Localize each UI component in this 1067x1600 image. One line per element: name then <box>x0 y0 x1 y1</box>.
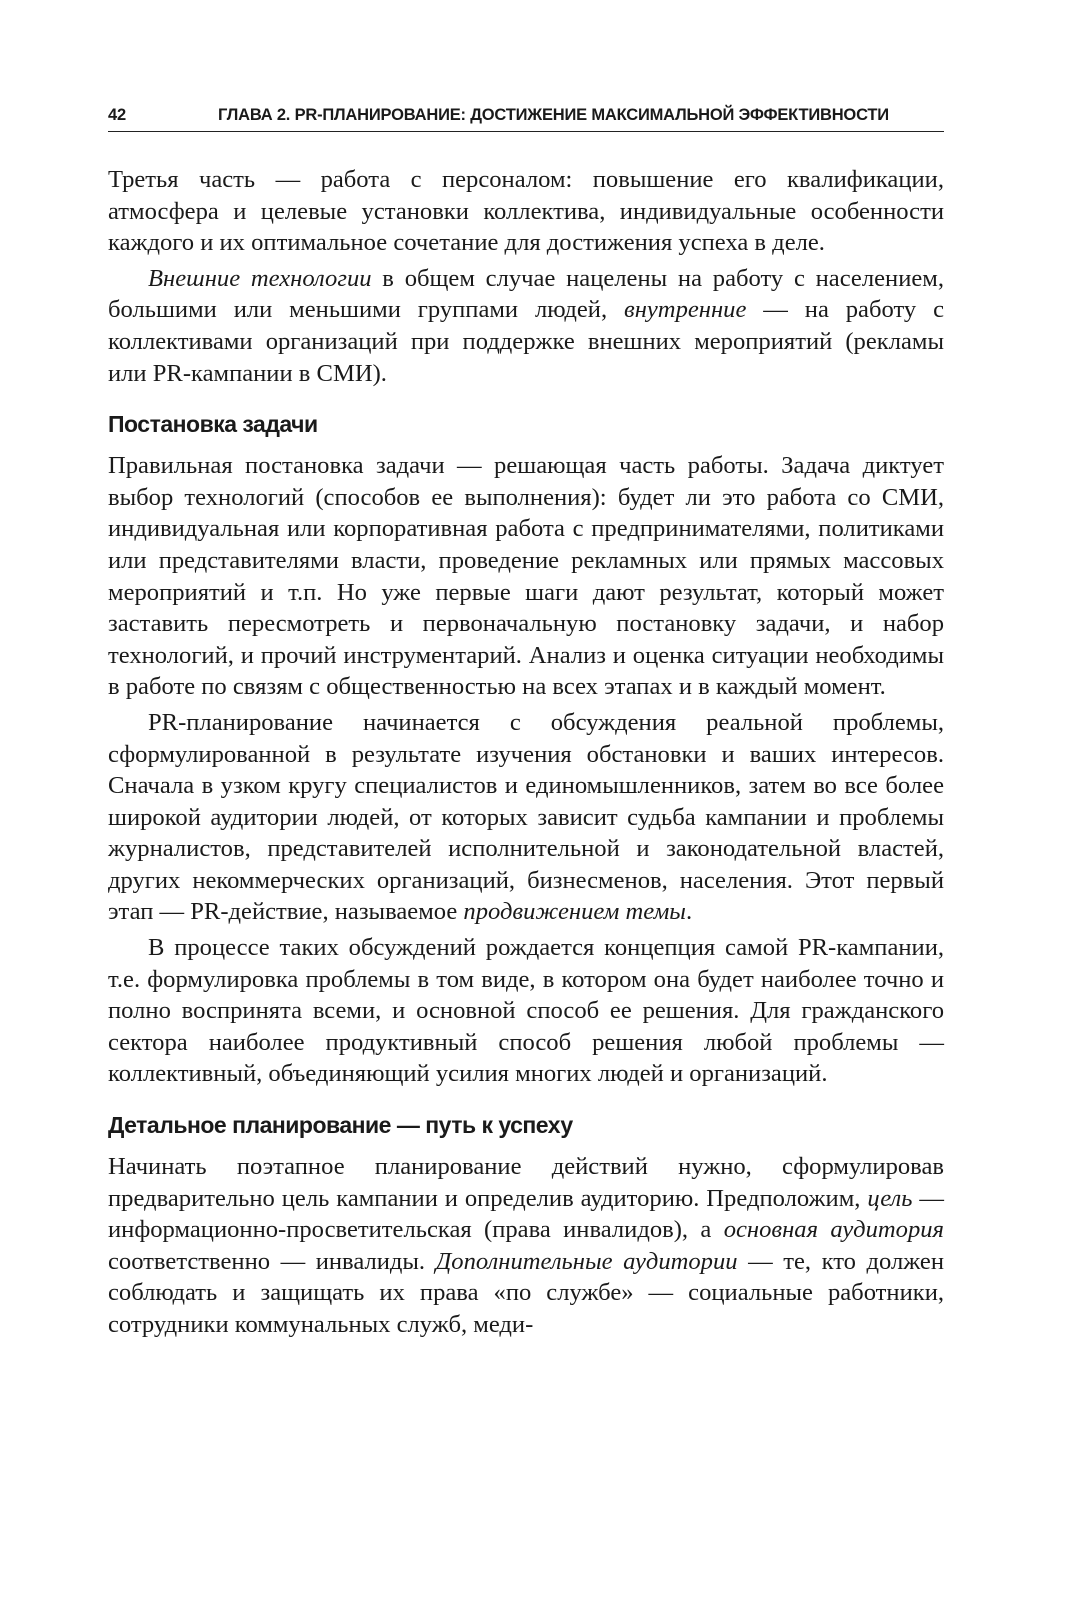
emphasis-main-audience: основная аудитория <box>723 1216 944 1244</box>
running-header <box>108 106 944 132</box>
emphasis-internal: внутренние <box>624 296 747 324</box>
paragraph-2: Внешние технологии в общем случае нацелены на работу с населением, большими или меньшими группами людей, внутренние — на работу с коллективами организаций при поддержке внешних мероприятий (рекламы или PR-кампании в СМИ). <box>108 264 944 387</box>
paragraph-1: Третья часть — работа с персоналом: повышение его квалификации, атмосфера и целевые установки коллектива, индивидуальные особенности каждого и их оптимальное сочетание для достижения успеха в деле. <box>108 166 944 257</box>
section1-paragraph-1: Правильная постановка задачи — решающая часть работы. Задача диктует выбор технологий (способов ее выполнения): будет ли это работа со СМИ, индивидуальная или корпоративная работа с предпринимателями, политиками или представителями власти, проведение рекламных или прямых массовых мероприятий и т.п. Но уже первые шаги дают результат, который может заставить пересмотреть и первоначальную постановку задачи, и набор технологий, и прочий инструментарий. Анализ и оценка ситуации необходимы в работе по связям с общественностью на всех этапах и в каждый момент. <box>108 452 944 701</box>
running-title: ГЛАВА 2. PR-ПЛАНИРОВАНИЕ: ДОСТИЖЕНИЕ МАКСИМАЛЬНОЙ ЭФФЕКТИВНОСТИ <box>218 106 889 124</box>
emphasis-goal: цель <box>867 1184 913 1212</box>
section1-paragraph-2: PR-планирование начинается с обсуждения реальной проблемы, сформулированной в результате изучения обстановки и ваших интересов. Сначала в узком кругу специалистов и единомышленников, затем во все более широкой аудитории людей, от которых зависит судьба кампании и проблемы журналистов, представителей исполнительной и законодательной властей, других некоммерческих организаций, бизнесменов, населения. Этот первый этап — PR-действие, называемое продвижением темы. <box>108 708 944 926</box>
section-heading-detailed-planning: Детальное планирование — путь к успеху <box>108 1112 573 1139</box>
emphasis-additional-audiences: Дополнительные аудитории <box>435 1247 738 1275</box>
page-body <box>108 164 944 1341</box>
emphasis-external-technologies: Внешние технологии <box>148 264 372 292</box>
section1-paragraph-3: В процессе таких обсуждений рождается концепция самой PR-кампании, т.е. формулировка проблемы в том виде, в котором она будет наиболее точно и полно воспринята всеми, и основной способ ее решения. Для гражданского сектора наиболее продуктивный способ решения любой проблемы — коллективный, объединяющий усилия многих людей и организаций. <box>108 934 944 1088</box>
emphasis-topic-promotion: продвижением темы <box>463 898 686 926</box>
section-heading-problem-statement: Постановка задачи <box>108 411 318 438</box>
page-number: 42 <box>108 106 126 124</box>
section2-paragraph-1: Начинать поэтапное планирование действий нужно, сформулировав предварительно цель кампании и определив аудиторию. Предположим, цель — информационно-просветительская (права инвалидов), а основная аудитория соответственно — инвалиды. Дополнительные аудитории — те, кто должен соблюдать и защищать их права «по службе» — социальные работники, сотрудники коммунальных служб, меди- <box>108 1153 944 1338</box>
